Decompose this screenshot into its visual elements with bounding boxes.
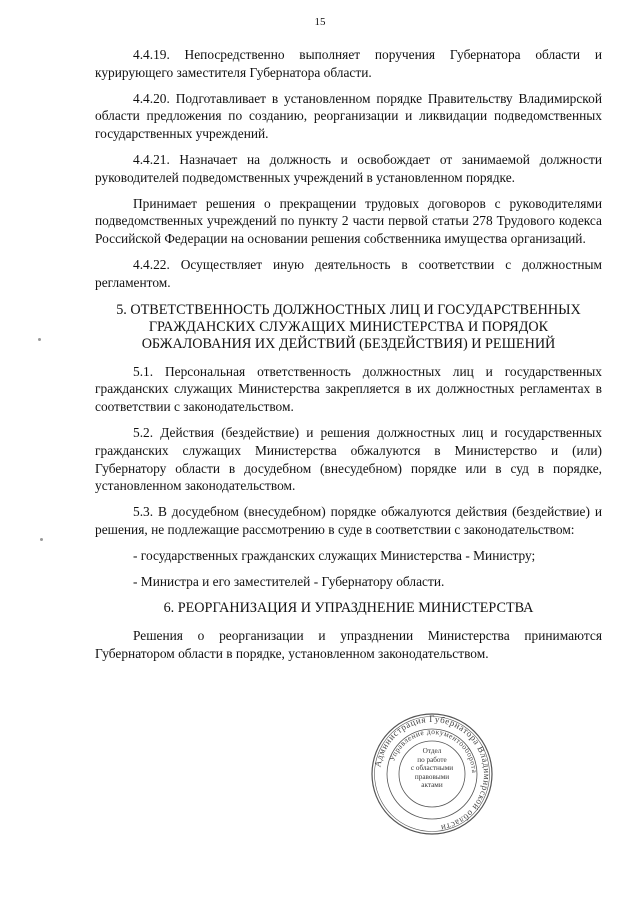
margin-speck [40, 538, 43, 541]
stamp-line: по работе [417, 755, 447, 764]
stamp-line: правовыми [414, 772, 450, 781]
svg-text:Администрация Губернатора Влад: Администрация Губернатора Владимирской области [372, 713, 493, 834]
paragraph-4-4-22: 4.4.22. Осуществляет иную деятельность в соответствии с должностным регламентом. [95, 256, 602, 290]
margin-speck [38, 338, 41, 341]
stamp-center-text [404, 747, 460, 790]
paragraph-5-3: 5.3. В досудебном (внесудебном) порядке обжалуются действия (бездействие) и решения, не подлежащие рассмотрению в суде в соответствии с законодательством: [95, 504, 602, 537]
stamp-line: Отдел [422, 747, 442, 755]
stamp-line: с областными [410, 764, 454, 773]
document-body [95, 46, 602, 671]
paragraph-4-4-19: 4.4.19. Непосредственно выполняет поручения Губернатора области и курирующего заместителя Губернатора области. [95, 47, 602, 80]
page-number: 15 [314, 16, 326, 28]
svg-text:Управление документооборота: Управление документооборота [387, 726, 480, 774]
list-item-servants: - государственных гражданских служащих Министерства - Министру; [133, 547, 536, 563]
paragraph-5-2: 5.2. Действия (бездействие) и решения должностных лиц и государственных гражданских служащих Министерства обжалуются в Министерство и (или) Губернатору области в досудебном (внесудебном) порядке или в суд в порядке, установленном законодательством. [95, 424, 602, 494]
section-6-title: 6. РЕОРГАНИЗАЦИЯ И УПРАЗДНЕНИЕ МИНИСТЕРСТВА [163, 600, 534, 617]
section-5-title: 5. ОТВЕТСТВЕННОСТЬ ДОЛЖНОСТНЫХ ЛИЦ И ГОСУДАРСТВЕННЫХ ГРАЖДАНСКИХ СЛУЖАЩИХ МИНИСТЕРСТВА И ПОРЯДОК ОБЖАЛОВАНИЯ ИХ ДЕЙСТВИЙ (БЕЗДЕЙСТВИЯ) И РЕШЕНИЙ [116, 301, 581, 352]
stamp-line: актами [421, 781, 443, 790]
paragraph-5-1: 5.1. Персональная ответственность должностных лиц и государственных гражданских служащих Министерства закрепляется в их должностных регламентах в соответствии с законодательством. [95, 363, 602, 415]
paragraph-4-4-20: 4.4.20. Подготавливает в установленном порядке Правительству Владимирской области предложения по созданию, реорганизации и ликвидации подведомственных государственных учреждений. [95, 90, 602, 142]
paragraph-termination: Принимает решения о прекращении трудовых договоров с руководителями подведомственных учреждений по пункту 2 части первой статьи 278 Трудового кодекса Российской Федерации на основании решения собственника имущества организаций. [95, 195, 602, 247]
paragraph-6-1: Решения о реорганизации и упразднении Министерства принимаются Губернатором области в порядке, установленном законодательством. [95, 628, 602, 662]
list-item-minister: - Министра и его заместителей - Губернатору области. [133, 573, 445, 589]
paragraph-4-4-21: 4.4.21. Назначает на должность и освобождает от занимаемой должности руководителей подведомственных учреждений в установленном порядке. [95, 151, 602, 185]
official-stamp [370, 712, 494, 836]
